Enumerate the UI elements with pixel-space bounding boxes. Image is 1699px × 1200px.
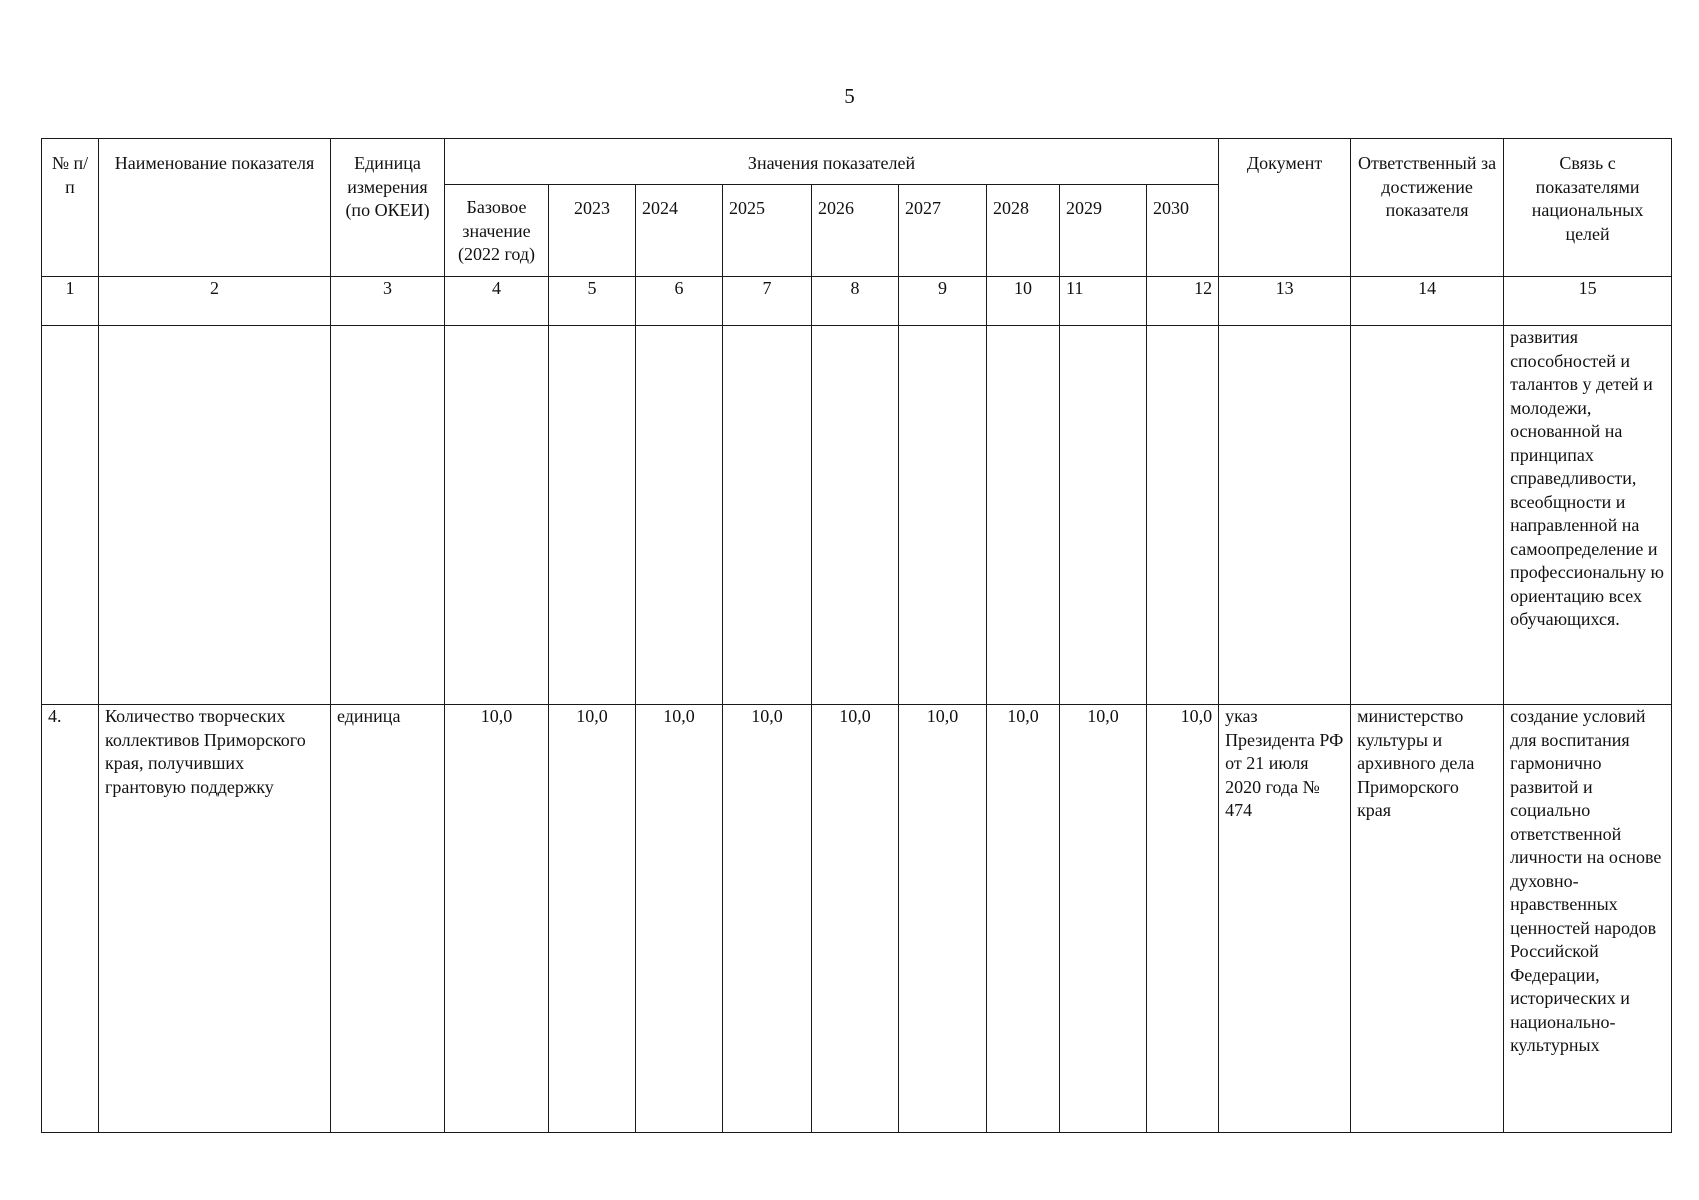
row-value bbox=[1147, 326, 1219, 705]
column-number: 3 bbox=[331, 277, 445, 326]
row-value: 10,0 bbox=[549, 705, 636, 1133]
row-num: 4. bbox=[42, 705, 99, 1133]
header-name: Наименование показателя bbox=[99, 139, 331, 277]
row-value: 10,0 bbox=[899, 705, 987, 1133]
column-number: 13 bbox=[1219, 277, 1351, 326]
column-number: 11 bbox=[1060, 277, 1147, 326]
row-unit: единица bbox=[331, 705, 445, 1133]
column-number: 4 bbox=[445, 277, 549, 326]
column-number: 5 bbox=[549, 277, 636, 326]
header-year: 2026 bbox=[812, 185, 899, 277]
header-responsible: Ответственный за достижение показателя bbox=[1351, 139, 1504, 277]
header-row-top bbox=[42, 139, 1672, 185]
header-year: 2028 bbox=[987, 185, 1060, 277]
column-number: 6 bbox=[636, 277, 723, 326]
row-responsible: министерство культуры и архивного дела Приморского края bbox=[1351, 705, 1504, 1133]
column-number: 7 bbox=[723, 277, 812, 326]
row-link: создание условий для воспитания гармонично развитой и социально ответственной личности на основе духовно-нравственных ценностей народов Российской Федерации, исторических и национально-культурных bbox=[1504, 705, 1672, 1133]
column-number: 8 bbox=[812, 277, 899, 326]
header-year: 2027 bbox=[899, 185, 987, 277]
row-name: Количество творческих коллективов Приморского края, получивших грантовую поддержку bbox=[99, 705, 331, 1133]
row-value: 10,0 bbox=[987, 705, 1060, 1133]
column-number: 9 bbox=[899, 277, 987, 326]
column-number: 1 bbox=[42, 277, 99, 326]
row-unit bbox=[331, 326, 445, 705]
row-value bbox=[636, 326, 723, 705]
header-year: 2030 bbox=[1147, 185, 1219, 277]
row-value: 10,0 bbox=[636, 705, 723, 1133]
page-number: 5 bbox=[844, 84, 855, 108]
table-row bbox=[42, 705, 1672, 1133]
header-num: № п/п bbox=[42, 139, 99, 277]
column-number: 15 bbox=[1504, 277, 1672, 326]
column-number: 14 bbox=[1351, 277, 1504, 326]
row-value bbox=[445, 326, 549, 705]
header-year: 2023 bbox=[549, 185, 636, 277]
row-num bbox=[42, 326, 99, 705]
row-value bbox=[812, 326, 899, 705]
header-year: 2025 bbox=[723, 185, 812, 277]
row-value bbox=[549, 326, 636, 705]
column-number: 12 bbox=[1147, 277, 1219, 326]
row-value bbox=[899, 326, 987, 705]
row-name bbox=[99, 326, 331, 705]
row-value: 10,0 bbox=[1060, 705, 1147, 1133]
header-year: 2024 bbox=[636, 185, 723, 277]
column-numbers-row bbox=[42, 277, 1672, 326]
row-responsible bbox=[1351, 326, 1504, 705]
header-document: Документ bbox=[1219, 139, 1351, 277]
row-value: 10,0 bbox=[812, 705, 899, 1133]
header-year: 2029 bbox=[1060, 185, 1147, 277]
row-value: 10,0 bbox=[723, 705, 812, 1133]
row-link: развития способностей и талантов у детей и молодежи, основанной на принципах справедливости, всеобщности и направленной на самоопределение и профессиональну ю ориентацию всех обучающихся. bbox=[1504, 326, 1672, 705]
table-row bbox=[42, 326, 1672, 705]
row-value bbox=[1060, 326, 1147, 705]
row-value: 10,0 bbox=[445, 705, 549, 1133]
row-value bbox=[987, 326, 1060, 705]
header-link: Связь с показателями национальных целей bbox=[1504, 139, 1672, 277]
row-value bbox=[723, 326, 812, 705]
column-number: 10 bbox=[987, 277, 1060, 326]
row-document: указ Президента РФ от 21 июля 2020 года № 474 bbox=[1219, 705, 1351, 1133]
row-value: 10,0 bbox=[1147, 705, 1219, 1133]
column-number: 2 bbox=[99, 277, 331, 326]
header-values-group: Значения показателей bbox=[445, 139, 1219, 185]
indicators-table bbox=[41, 138, 1672, 1133]
header-unit: Единица измерения (по ОКЕИ) bbox=[331, 139, 445, 277]
row-document bbox=[1219, 326, 1351, 705]
header-base-value: Базовое значение (2022 год) bbox=[445, 185, 549, 277]
